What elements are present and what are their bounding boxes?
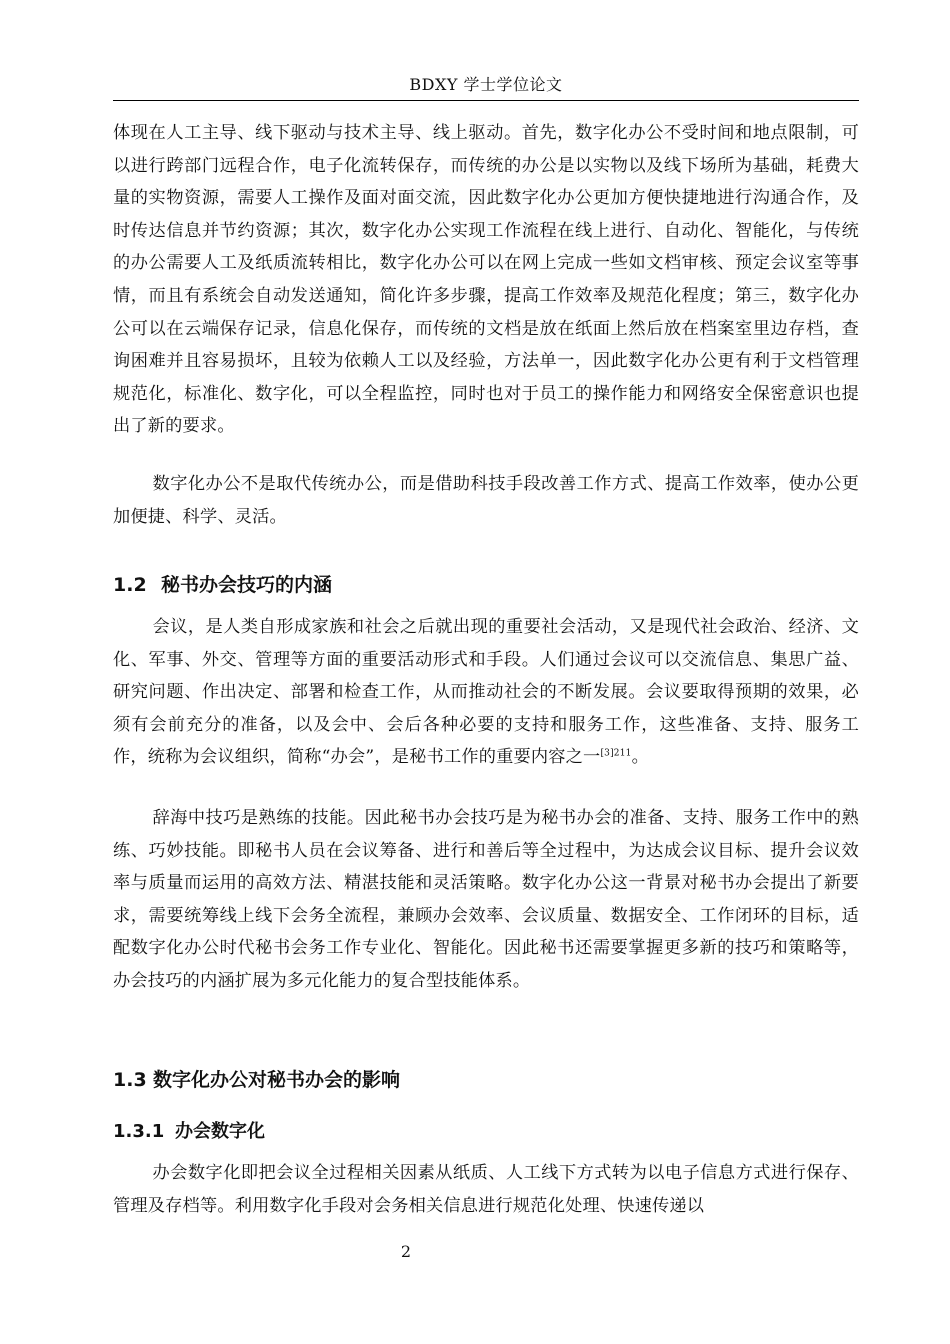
section-heading-1-3 [113, 1066, 400, 1094]
paragraph-end: 。 [631, 747, 649, 768]
paragraph: 数字化办公不是取代传统办公，而是借助科技手段改善工作方式、提高工作效率，使办公更加便捷、科学、灵活。 [113, 474, 859, 527]
subsection-heading-1-3-1 [113, 1118, 265, 1146]
section-title: 秘书办会技巧的内涵 [161, 574, 333, 596]
section-title: 数字化办公对秘书办会的影响 [153, 1069, 401, 1091]
page-header: BDXY 学士学位论文 [409, 75, 563, 94]
subsection-number: 1.3.1 [113, 1121, 165, 1142]
paragraph [113, 611, 859, 774]
section-number: 1.3 [113, 1069, 147, 1091]
citation: [3]211 [600, 748, 632, 759]
paragraph: 办会数字化即把会议全过程相关因素从纸质、人工线下方式转为以电子信息方式进行保存、管理及存档等。利用数字化手段对会务相关信息进行规范化处理、快速传递以 [113, 1163, 859, 1216]
section-number: 1.2 [113, 574, 147, 596]
paragraph: 辞海中技巧是熟练的技能。因此秘书办会技巧是为秘书办会的准备、支持、服务工作中的熟练、巧妙技能。即秘书人员在会议筹备、进行和善后等全过程中，为达成会议目标、提升会议效率与质量而运用的高效方法、精湛技能和灵活策略。数字化办公这一背景对秘书办会提出了新要求，需要统筹线上线下会务全流程，兼顾办会效率、会议质量、数据安全、工作闭环的目标，适配数字化办公时代秘书会务工作专业化、智能化。因此秘书还需要掌握更多新的技巧和策略等，办会技巧的内涵扩展为多元化能力的复合型技能体系。 [113, 808, 859, 991]
section-heading-1-2 [113, 571, 332, 599]
page-number: 2 [400, 1242, 412, 1261]
paragraph-continued: 体现在人工主导、线下驱动与技术主导、线上驱动。首先，数字化办公不受时间和地点限制，可以进行跨部门远程合作，电子化流转保存，而传统的办公是以实物以及线下场所为基础，耗费大量的实物资源，需要人工操作及面对面交流，因此数字化办公更加方便快捷地进行沟通合作，及时传达信息并节约资源；其次，数字化办公实现工作流程在线上进行、自动化、智能化，与传统的办公需要人工及纸质流转相比，数字化办公可以在网上完成一些如文档审核、预定会议室等事情，而且有系统会自动发送通知，简化许多步骤，提高工作效率及规范化程度；第三，数字化办公可以在云端保存记录，信息化保存，而传统的文档是放在纸面上然后放在档案室里边存档，查询困难并且容易损坏，且较为依赖人工以及经验，方法单一，因此数字化办公更有利于文档管理规范化，标准化、数字化，可以全程监控，同时也对于员工的操作能力和网络安全保密意识也提出了新的要求。 [113, 123, 859, 437]
subsection-title: 办会数字化 [175, 1121, 265, 1142]
header-rule [113, 100, 859, 101]
paragraph-text: 会议，是人类自形成家族和社会之后就出现的重要社会活动，又是现代社会政治、经济、文化、军事、外交、管理等方面的重要活动形式和手段。人们通过会议可以交流信息、集思广益、研究问题、作出决定、部署和检查工作，从而推动社会的不断发展。会议要取得预期的效果，必须有会前充分的准备，以及会中、会后各种必要的支持和服务工作，这些准备、支持、服务工作，统称为会议组织，简称“办会”，是秘书工作的重要内容之一 [113, 617, 859, 768]
